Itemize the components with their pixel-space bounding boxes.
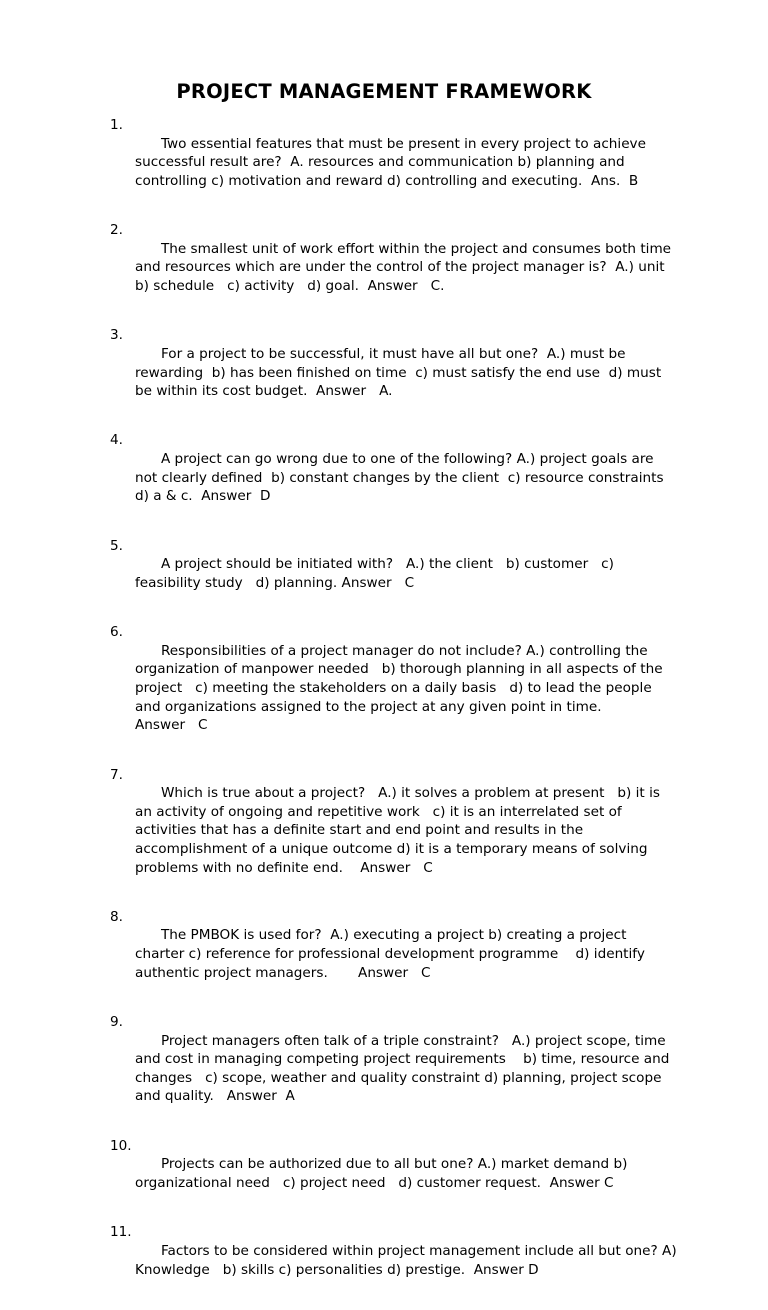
question-number: 2. — [110, 222, 123, 239]
question-number: 1. — [110, 117, 123, 133]
question-number: 7. — [110, 766, 123, 783]
question-item — [110, 537, 680, 611]
question-item — [110, 766, 680, 896]
question-text: Two essential features that must be present in every project to achieve successful result are? A. resources and communication b) planning and controlling c) motivation and reward d) controlling and executing. Ans. B — [135, 135, 651, 189]
question-text: Project managers often talk of a triple constraint? A.) project scope, time and cost in managing competing project requirements b) time, resource and changes c) scope, weather and quality constraint d) planning, project scope and quality. Answer A — [135, 1032, 674, 1105]
question-item — [110, 221, 680, 314]
question-text: A project can go wrong due to one of the following? A.) project goals are not clearly defined b) constant changes by the client c) resource constraints d) a & c. Answer D — [135, 451, 673, 505]
question-text: A project should be initiated with? A.) the client b) customer c) feasibility study d) planning. Answer C — [135, 556, 619, 591]
question-number: 10. — [110, 1137, 132, 1154]
question-list — [110, 116, 680, 1310]
question-text: For a project to be successful, it must have all but one? A.) must be rewarding b) has been finished on time c) must satisfy the end use d) must be within its cost budget. Answer A. — [135, 345, 666, 400]
question-item — [110, 623, 680, 753]
question-number: 11. — [110, 1224, 132, 1241]
question-number: 6. — [110, 624, 123, 641]
question-text: Factors to be considered within project management include all but one? A) Knowledge b) skills c) personalities d) prestige. Answer D — [135, 1242, 681, 1278]
question-item — [110, 431, 680, 524]
question-item — [110, 1013, 680, 1125]
question-text: The smallest unit of work effort within the project and consumes both time and resources which are under the control of the project manager is? A.) unit b) schedule c) activity d) goal. Answer C. — [135, 240, 676, 294]
question-item — [110, 1137, 680, 1211]
question-text: Which is true about a project? A.) it solves a problem at present b) it is an activity of ongoing and repetitive work c) it is an interrelated set of activities that has a definite start and end point and results in the accomplishment of a unique outcome d) it is a temporary means of solving problems with no definite end. Answer C — [135, 785, 665, 876]
question-number: 8. — [110, 908, 123, 925]
question-number: 3. — [110, 327, 123, 344]
question-item — [110, 326, 680, 419]
question-text: The PMBOK is used for? A.) executing a project b) creating a project charter c) reference for professional development programme d) identify authentic project managers. Answer C — [135, 927, 650, 981]
question-item — [110, 116, 680, 209]
question-number: 9. — [110, 1014, 123, 1031]
question-number: 5. — [110, 537, 123, 554]
question-item — [110, 1223, 680, 1297]
question-text: Projects can be authorized due to all but one? A.) market demand b) organizational need c) project need d) customer request. Answer C — [135, 1156, 632, 1191]
question-number: 4. — [110, 432, 123, 449]
page-title: PROJECT MANAGEMENT FRAMEWORK — [176, 80, 592, 103]
question-item — [110, 908, 680, 1001]
question-text: Responsibilities of a project manager do not include? A.) controlling the organization of manpower needed b) thorough planning in all aspects of the project c) meeting the stakeholders on a daily basis d) to lead the people and organizations assigned to the project at any given point in time. Answer C — [135, 642, 663, 734]
